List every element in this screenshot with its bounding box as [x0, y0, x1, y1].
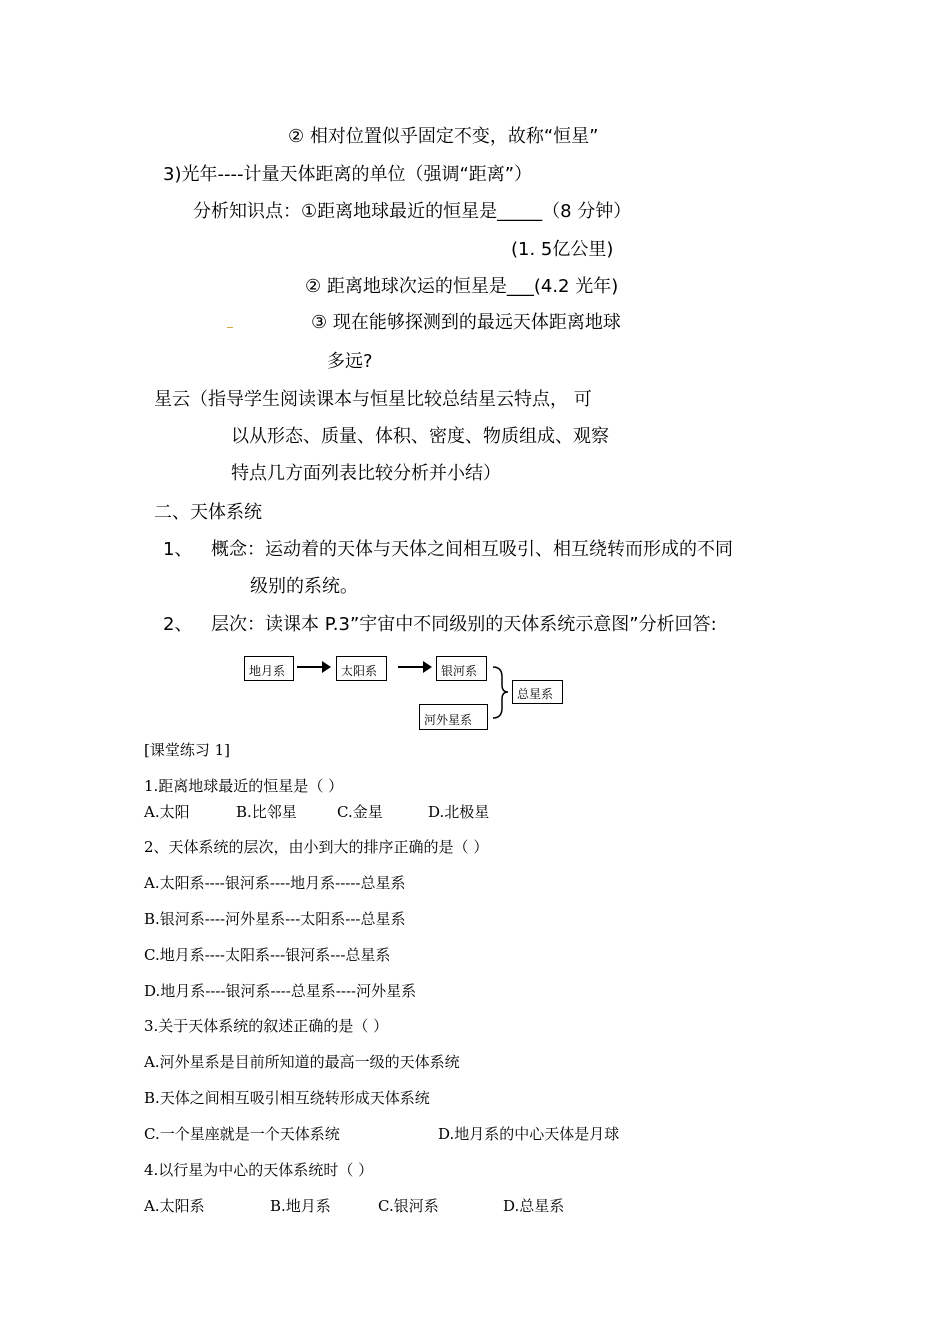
- q4-option-c: C.银河系: [378, 1197, 439, 1215]
- question-3: 3.关于天体系统的叙述正确的是（ ）: [144, 1017, 389, 1035]
- item-1-text: 概念：运动着的天体与天体之间相互吸引、相互绕转而形成的不同: [211, 539, 733, 560]
- box-extragalactic: [419, 704, 488, 730]
- item-2-number: 2、: [163, 614, 193, 635]
- question-4: 4.以行星为中心的天体系统时（ ）: [144, 1161, 374, 1179]
- brace-icon: [490, 665, 510, 720]
- note-line-5: ② 距离地球次运的恒星是___(4.2 光年): [305, 276, 619, 297]
- note-line-2: 3)光年----计量天体距离的单位（强调“距离”）: [163, 164, 533, 185]
- question-1: 1.距离地球最近的恒星是（ ）: [144, 777, 344, 795]
- box-solar: [336, 656, 387, 681]
- q2-option-a: A.太阳系----银河系----地月系-----总星系: [144, 874, 406, 892]
- note-line-8: 星云（指导学生阅读课本与恒星比较总结星云特点， 可: [154, 389, 592, 410]
- item-1-continuation: 级别的系统。: [250, 576, 358, 597]
- box-galaxy-label: 银河系: [441, 664, 478, 678]
- box-universe: [512, 680, 563, 704]
- q3-option-b: B.天体之间相互吸引相互绕转形成天体系统: [144, 1089, 430, 1107]
- q2-option-d: D.地月系----银河系----总星系----河外星系: [144, 982, 417, 1000]
- note-line-9: 以从形态、质量、体积、密度、物质组成、观察: [231, 426, 609, 447]
- q3-option-c: C.一个星座就是一个天体系统: [144, 1125, 340, 1143]
- note-line-7: 多远?: [327, 351, 373, 372]
- q1-option-c: C.金星: [337, 803, 383, 821]
- box-solar-label: 太阳系: [341, 664, 378, 678]
- q2-option-c: C.地月系----太阳系---银河系---总星系: [144, 946, 391, 964]
- q1-option-d: D.北极星: [428, 803, 490, 821]
- q4-option-d: D.总星系: [503, 1197, 565, 1215]
- item-1-number: 1、: [163, 539, 193, 560]
- box-galaxy: [436, 656, 487, 681]
- box-earth-moon: [244, 656, 294, 681]
- box-earth-moon-label: 地月系: [249, 664, 286, 678]
- item-2-text: 层次：读课本 P.3”宇宙中不同级别的天体系统示意图”分析回答:: [211, 614, 717, 635]
- note-line-4: (1. 5亿公里): [511, 239, 614, 260]
- arrow-1: [297, 666, 329, 668]
- q1-option-a: A.太阳: [144, 803, 190, 821]
- section-heading: 二、天体系统: [154, 502, 262, 523]
- q3-option-a: A.河外星系是目前所知道的最高一级的天体系统: [144, 1053, 460, 1071]
- note-line-10: 特点几方面列表比较分析并小结）: [231, 463, 501, 484]
- box-universe-label: 总星系: [517, 687, 554, 701]
- box-extragalactic-label: 河外星系: [424, 713, 473, 727]
- note-line-3: 分析知识点：①距离地球最近的恒星是_____（8 分钟）: [193, 201, 632, 222]
- q4-option-a: A.太阳系: [144, 1197, 205, 1215]
- note-line-1: ② 相对位置似乎固定不变，故称“恒星”: [288, 126, 599, 147]
- note-line-6: ③ 现在能够探测到的最远天体距离地球: [311, 312, 621, 333]
- q3-option-d: D.地月系的中心天体是月球: [438, 1125, 620, 1143]
- stray-mark: [227, 327, 233, 328]
- q1-option-b: B.比邻星: [236, 803, 297, 821]
- q2-option-b: B.银河系----河外星系---太阳系---总星系: [144, 910, 406, 928]
- arrow-2: [398, 666, 430, 668]
- question-2: 2、天体系统的层次，由小到大的排序正确的是（ ）: [144, 838, 489, 856]
- exercise-title: [课堂练习 1]: [144, 741, 231, 759]
- q4-option-b: B.地月系: [270, 1197, 331, 1215]
